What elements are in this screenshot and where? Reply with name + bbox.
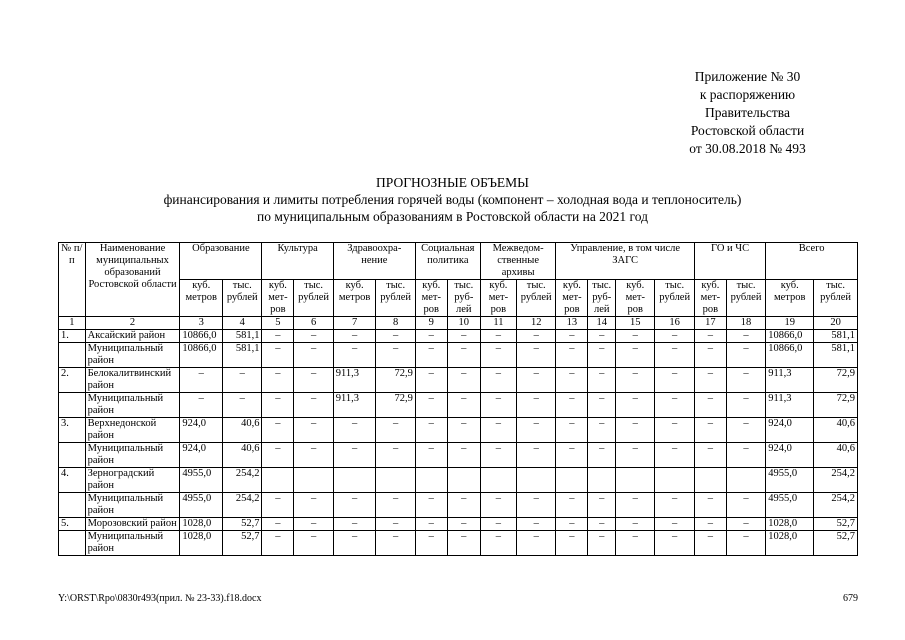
- column-number: 17: [694, 317, 726, 330]
- table-cell: –: [262, 393, 294, 418]
- row-name: Морозовский район: [85, 518, 180, 531]
- table-cell: –: [223, 393, 262, 418]
- table-cell: –: [480, 443, 516, 468]
- table-cell: 10866,0: [766, 343, 814, 368]
- table-cell: [447, 468, 480, 493]
- table-cell: –: [262, 493, 294, 518]
- header-unit: тыс. рублей: [814, 280, 858, 317]
- table-cell: –: [180, 368, 223, 393]
- table-cell: –: [447, 443, 480, 468]
- column-number: 19: [766, 317, 814, 330]
- table-cell: –: [726, 418, 765, 443]
- table-cell: –: [480, 330, 516, 343]
- table-cell: 924,0: [766, 443, 814, 468]
- table-cell: –: [447, 518, 480, 531]
- footer-page-number: 679: [843, 593, 858, 604]
- table-cell: –: [262, 443, 294, 468]
- table-cell: –: [262, 418, 294, 443]
- row-name: Аксайский район: [85, 330, 180, 343]
- table-row: [59, 393, 858, 418]
- table-cell: –: [415, 531, 447, 556]
- table-cell: [376, 468, 415, 493]
- table-cell: –: [616, 418, 655, 443]
- column-number: 15: [616, 317, 655, 330]
- table-cell: 10866,0: [180, 343, 223, 368]
- table-cell: –: [616, 343, 655, 368]
- table-cell: –: [480, 418, 516, 443]
- table-cell: –: [517, 330, 556, 343]
- table-cell: –: [517, 518, 556, 531]
- table-row: [59, 531, 858, 556]
- table-cell: 72,9: [814, 393, 858, 418]
- row-index: [59, 343, 86, 368]
- row-name: Муниципальный район: [85, 531, 180, 556]
- row-name: Зерноградский район: [85, 468, 180, 493]
- table-cell: [480, 468, 516, 493]
- header-unit: куб. метров: [766, 280, 814, 317]
- table-cell: –: [726, 368, 765, 393]
- table-cell: –: [480, 493, 516, 518]
- table-cell: –: [588, 393, 616, 418]
- table-cell: –: [726, 343, 765, 368]
- appendix-line-4: Ростовской области: [690, 123, 805, 138]
- row-index: [59, 493, 86, 518]
- appendix-line-5: от 30.08.2018 № 493: [689, 141, 806, 156]
- table-cell: –: [262, 531, 294, 556]
- row-index: [59, 443, 86, 468]
- table-cell: –: [262, 518, 294, 531]
- table-cell: –: [294, 368, 333, 393]
- table-cell: –: [655, 443, 694, 468]
- table-cell: 52,7: [814, 518, 858, 531]
- table-cell: –: [616, 493, 655, 518]
- header-row-numbers: [59, 317, 858, 330]
- table-cell: 52,7: [223, 518, 262, 531]
- table-cell: 924,0: [180, 443, 223, 468]
- table-row: [59, 518, 858, 531]
- column-number: 9: [415, 317, 447, 330]
- column-number: 20: [814, 317, 858, 330]
- table-cell: 40,6: [814, 418, 858, 443]
- column-number: 6: [294, 317, 333, 330]
- table-cell: –: [333, 330, 376, 343]
- table-cell: –: [655, 330, 694, 343]
- table-cell: –: [480, 518, 516, 531]
- table-cell: –: [616, 368, 655, 393]
- table-cell: –: [726, 443, 765, 468]
- table-cell: –: [294, 493, 333, 518]
- column-number: 3: [180, 317, 223, 330]
- table-cell: 4955,0: [766, 468, 814, 493]
- row-name: Верхнедонской район: [85, 418, 180, 443]
- table-cell: 4955,0: [766, 493, 814, 518]
- table-cell: 254,2: [814, 493, 858, 518]
- table-cell: –: [294, 518, 333, 531]
- table-cell: [333, 468, 376, 493]
- table-cell: –: [517, 343, 556, 368]
- title-line-3: по муниципальным образованиям в Ростовской области на 2021 год: [257, 209, 648, 224]
- table-cell: 72,9: [814, 368, 858, 393]
- column-number: 8: [376, 317, 415, 330]
- table-cell: 52,7: [814, 531, 858, 556]
- table-cell: 10866,0: [766, 330, 814, 343]
- table-cell: 581,1: [814, 343, 858, 368]
- table-cell: –: [376, 531, 415, 556]
- table-cell: 40,6: [223, 443, 262, 468]
- column-number: 2: [85, 317, 180, 330]
- table-cell: –: [333, 343, 376, 368]
- table-cell: 581,1: [814, 330, 858, 343]
- header-group: Управление, в том числе ЗАГС: [556, 243, 694, 280]
- column-number: 10: [447, 317, 480, 330]
- table-cell: –: [333, 493, 376, 518]
- table-cell: –: [262, 330, 294, 343]
- header-unit: куб. мет-ров: [480, 280, 516, 317]
- table-cell: –: [415, 443, 447, 468]
- table-cell: –: [588, 418, 616, 443]
- table-cell: 254,2: [223, 468, 262, 493]
- table-cell: –: [415, 418, 447, 443]
- table-cell: 4955,0: [180, 493, 223, 518]
- header-unit: тыс. рублей: [726, 280, 765, 317]
- table-cell: –: [694, 531, 726, 556]
- table-cell: –: [415, 343, 447, 368]
- table-cell: [616, 468, 655, 493]
- table-cell: –: [480, 393, 516, 418]
- table-cell: [694, 468, 726, 493]
- title-line-2: финансирования и лимиты потребления горячей воды (компонент – холодная вода и теплоноситель): [163, 192, 742, 207]
- table-cell: [262, 468, 294, 493]
- table-cell: –: [694, 330, 726, 343]
- table-cell: –: [726, 518, 765, 531]
- table-cell: –: [694, 343, 726, 368]
- header-unit: куб. метров: [180, 280, 223, 317]
- header-unit: тыс. руб-лей: [588, 280, 616, 317]
- table-cell: –: [556, 393, 588, 418]
- table-cell: –: [556, 443, 588, 468]
- header-group: Социальная политика: [415, 243, 480, 280]
- table-cell: –: [415, 493, 447, 518]
- table-cell: –: [447, 531, 480, 556]
- table-cell: 4955,0: [180, 468, 223, 493]
- table-cell: –: [556, 368, 588, 393]
- column-number: 13: [556, 317, 588, 330]
- table-cell: –: [588, 518, 616, 531]
- header-group: Культура: [262, 243, 333, 280]
- table-cell: 40,6: [814, 443, 858, 468]
- table-cell: –: [694, 418, 726, 443]
- table-row: [59, 468, 858, 493]
- header-unit: тыс. рублей: [517, 280, 556, 317]
- table-cell: –: [447, 368, 480, 393]
- column-number: 1: [59, 317, 86, 330]
- header-unit: куб. мет-ров: [415, 280, 447, 317]
- header-unit: тыс. рублей: [294, 280, 333, 317]
- table-cell: 254,2: [223, 493, 262, 518]
- table-cell: –: [588, 443, 616, 468]
- header-group: Здравоохра-нение: [333, 243, 415, 280]
- column-number: 5: [262, 317, 294, 330]
- table-cell: 72,9: [376, 393, 415, 418]
- table-cell: –: [517, 418, 556, 443]
- table-cell: –: [376, 493, 415, 518]
- table-cell: –: [480, 368, 516, 393]
- table-cell: –: [415, 518, 447, 531]
- row-index: [59, 393, 86, 418]
- column-number: 18: [726, 317, 765, 330]
- table-cell: –: [556, 343, 588, 368]
- header-unit: тыс. руб-лей: [447, 280, 480, 317]
- table-cell: 52,7: [223, 531, 262, 556]
- table-cell: –: [556, 518, 588, 531]
- table-cell: 581,1: [223, 343, 262, 368]
- forecast-table: [58, 242, 858, 556]
- row-index: 3.: [59, 418, 86, 443]
- table-cell: –: [447, 343, 480, 368]
- column-number: 7: [333, 317, 376, 330]
- table-cell: [556, 468, 588, 493]
- row-name: Муниципальный район: [85, 493, 180, 518]
- table-cell: –: [415, 393, 447, 418]
- table-cell: –: [480, 531, 516, 556]
- appendix-line-2: к распоряжению: [699, 87, 796, 102]
- table-cell: –: [262, 343, 294, 368]
- table-cell: –: [588, 531, 616, 556]
- table-cell: –: [655, 418, 694, 443]
- table-cell: –: [616, 531, 655, 556]
- table-cell: –: [655, 393, 694, 418]
- table-cell: 911,3: [333, 368, 376, 393]
- document-title: [0, 174, 905, 225]
- table-cell: –: [376, 343, 415, 368]
- table-cell: –: [694, 518, 726, 531]
- table-cell: –: [694, 368, 726, 393]
- table-cell: –: [517, 531, 556, 556]
- table-cell: –: [294, 531, 333, 556]
- table-cell: –: [517, 443, 556, 468]
- table-cell: –: [588, 330, 616, 343]
- table-cell: –: [333, 443, 376, 468]
- table-cell: –: [726, 393, 765, 418]
- table-cell: –: [294, 393, 333, 418]
- row-name: Белокалитвинский район: [85, 368, 180, 393]
- table-row: [59, 343, 858, 368]
- table-cell: –: [447, 418, 480, 443]
- header-unit: куб. мет-ров: [556, 280, 588, 317]
- table-row: [59, 418, 858, 443]
- table-cell: –: [333, 531, 376, 556]
- header-unit: тыс. рублей: [376, 280, 415, 317]
- table-cell: –: [376, 518, 415, 531]
- table-cell: –: [333, 518, 376, 531]
- table-cell: –: [262, 368, 294, 393]
- table-cell: –: [726, 493, 765, 518]
- title-line-1: ПРОГНОЗНЫЕ ОБЪЕМЫ: [376, 175, 529, 190]
- table-cell: –: [588, 343, 616, 368]
- table-cell: –: [447, 330, 480, 343]
- table-cell: 924,0: [180, 418, 223, 443]
- table-cell: –: [376, 330, 415, 343]
- table-cell: 924,0: [766, 418, 814, 443]
- table-cell: –: [655, 368, 694, 393]
- table-cell: –: [556, 330, 588, 343]
- table-cell: –: [726, 531, 765, 556]
- header-group: Межведом-ственные архивы: [480, 243, 556, 280]
- column-number: 14: [588, 317, 616, 330]
- header-num: № п/п: [59, 243, 86, 317]
- table-cell: –: [655, 343, 694, 368]
- table-cell: –: [294, 443, 333, 468]
- table-cell: 911,3: [333, 393, 376, 418]
- table-cell: –: [616, 443, 655, 468]
- table-cell: 1028,0: [180, 531, 223, 556]
- table-cell: –: [616, 518, 655, 531]
- table-cell: –: [294, 343, 333, 368]
- table-row: [59, 493, 858, 518]
- table-cell: –: [588, 368, 616, 393]
- table-cell: [294, 468, 333, 493]
- table-cell: –: [294, 418, 333, 443]
- header-unit: тыс. рублей: [223, 280, 262, 317]
- table-cell: [588, 468, 616, 493]
- row-name: Муниципальный район: [85, 443, 180, 468]
- header-name: Наименование муниципальных образований Ростовской области: [85, 243, 180, 317]
- table-cell: –: [480, 343, 516, 368]
- table-cell: 1028,0: [180, 518, 223, 531]
- table-cell: –: [517, 368, 556, 393]
- footer-file-path: Y:\ORST\Rpo\0830r493(прил. № 23-33).f18.docx: [58, 593, 262, 604]
- column-number: 16: [655, 317, 694, 330]
- table-cell: –: [616, 393, 655, 418]
- table-cell: –: [556, 493, 588, 518]
- table-cell: 1028,0: [766, 518, 814, 531]
- appendix-line-1: Приложение № 30: [694, 69, 801, 84]
- table-cell: 40,6: [223, 418, 262, 443]
- table-cell: –: [588, 493, 616, 518]
- table-cell: –: [694, 393, 726, 418]
- table-cell: –: [694, 493, 726, 518]
- table-cell: –: [655, 493, 694, 518]
- table-cell: 911,3: [766, 368, 814, 393]
- table-cell: 911,3: [766, 393, 814, 418]
- table-cell: 254,2: [814, 468, 858, 493]
- header-unit: куб. мет-ров: [694, 280, 726, 317]
- row-name: Муниципальный район: [85, 393, 180, 418]
- row-name: Муниципальный район: [85, 343, 180, 368]
- column-number: 12: [517, 317, 556, 330]
- table-cell: 10866,0: [180, 330, 223, 343]
- header-row-groups: [59, 243, 858, 280]
- table-row: [59, 368, 858, 393]
- table-cell: 581,1: [223, 330, 262, 343]
- table-cell: –: [655, 518, 694, 531]
- table-cell: 1028,0: [766, 531, 814, 556]
- header-group: Образование: [180, 243, 262, 280]
- row-index: 2.: [59, 368, 86, 393]
- table-cell: –: [447, 493, 480, 518]
- table-row: [59, 443, 858, 468]
- header-group: Всего: [766, 243, 858, 280]
- table-cell: –: [180, 393, 223, 418]
- table-cell: [517, 468, 556, 493]
- table-cell: –: [616, 330, 655, 343]
- table-cell: –: [694, 443, 726, 468]
- header-unit: куб. мет-ров: [616, 280, 655, 317]
- table-cell: –: [556, 531, 588, 556]
- column-number: 11: [480, 317, 516, 330]
- row-index: 1.: [59, 330, 86, 343]
- table-cell: –: [556, 418, 588, 443]
- table-cell: –: [517, 493, 556, 518]
- table-cell: –: [415, 330, 447, 343]
- row-index: [59, 531, 86, 556]
- table-cell: –: [223, 368, 262, 393]
- table-cell: –: [726, 330, 765, 343]
- column-number: 4: [223, 317, 262, 330]
- table-cell: [655, 468, 694, 493]
- row-index: 4.: [59, 468, 86, 493]
- table-cell: –: [376, 443, 415, 468]
- appendix-block: [660, 68, 835, 158]
- table-cell: [415, 468, 447, 493]
- table-cell: –: [517, 393, 556, 418]
- table-cell: –: [415, 368, 447, 393]
- table-cell: –: [447, 393, 480, 418]
- header-unit: куб. метров: [333, 280, 376, 317]
- table-cell: –: [333, 418, 376, 443]
- table-cell: [726, 468, 765, 493]
- row-index: 5.: [59, 518, 86, 531]
- table-cell: –: [294, 330, 333, 343]
- header-unit: тыс. рублей: [655, 280, 694, 317]
- header-unit: куб. мет-ров: [262, 280, 294, 317]
- table-row: [59, 330, 858, 343]
- header-group: ГО и ЧС: [694, 243, 765, 280]
- table-cell: 72,9: [376, 368, 415, 393]
- table-cell: –: [655, 531, 694, 556]
- table-cell: –: [376, 418, 415, 443]
- appendix-line-3: Правительства: [705, 105, 790, 120]
